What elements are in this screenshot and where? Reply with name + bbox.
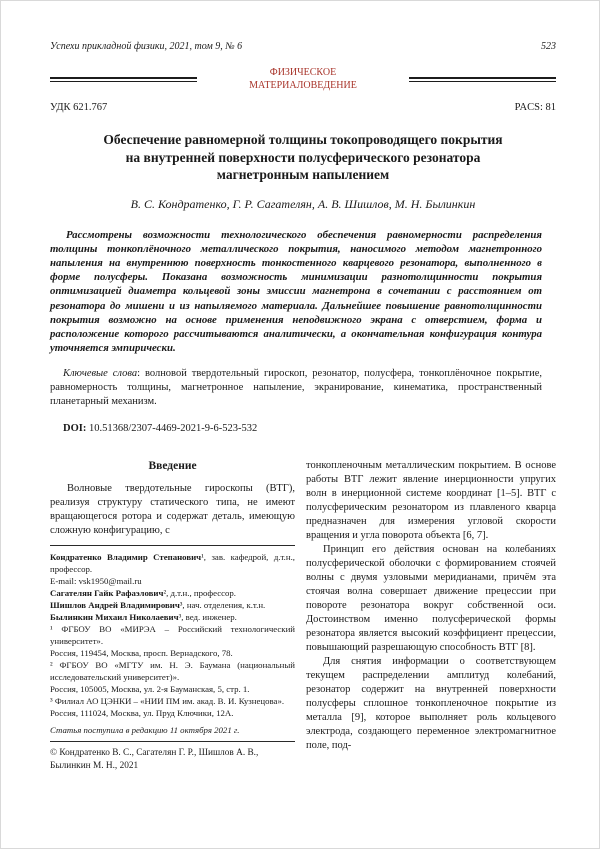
keywords-text: Ключевые слова: волновой твердотельный гироскоп, резонатор, полусфера, тонкоплёночное покрытие, равномерность толщины, магнетронное напыление, экранирование, кинематика, пространственный планетарный механизм. [50,368,543,408]
classification-codes [50,101,556,114]
abstract-text: Рассмотрены возможности технологического обеспечения равномерности распределения толщины тонкоплёночного металлического покрытия, наносимого методом магнетронного напыления на внутреннюю поверхность тонкостенного кварцевого резонатора, выполненного в форме полусферы. Показана возможность минимизации разнотолщинности покрытия оптимизацией диаметра кольцевой зоны эмиссии магнетрона в сочетании с расстоянием от резонатора до мишени и из напыляемого материала. Дальнейшее повышение равнотолщинности покрытия возможно на основе применения неподвижного экрана с отверстием, форма и расположение которого рассчитываются аналитически, а окончательная конфигурация контура уточняется эмпирически. [50,228,542,355]
introduction-heading: Введение [148,460,197,473]
double-rule-right [409,77,556,82]
two-column-body [50,459,556,772]
journal-title: Успехи прикладной физики, 2021, том 9, № 6 [50,41,243,52]
page-number: 523 [541,41,556,52]
authors-line: В. С. Кондратенко, Г. Р. Сагателян, А. В. Шишлов, М. Н. Былинкин [130,196,476,211]
section-label: ФИЗИЧЕСКОЕ МАТЕРИАЛОВЕДЕНИЕ [249,67,357,91]
left-column [50,459,295,772]
udk-code: УДК 621.767 [50,102,108,113]
pacs-code: PACS: 81 [514,102,556,113]
article-title: Обеспечение равномерной толщины токопроводящего покрытия на внутренней поверхности полусферического резонатора магнетронным напылением [103,132,503,182]
body-paragraphs: тонкопленочным металлическим покрытием. В основе работы ВТГ лежит явление инерционности упругих волн в инерционной системе координат [1–5]. ВТГ с полусферическим резонатором из плавленого кварца предназначен для измерения угловой скорости вращения и угла поворота объекта [6, 7]. Принцип его действия основан на колебаниях полусферической оболочки с формированием стоячей волны с двумя узловыми меридианами, причём эта стоячая волна совершает движение прецессии при повороте резонатора вокруг собственной оси. Достоинством именно полусферической формы резонатора является высокий коэффициент прецессии, повышающий разрешающую способность ВТГ [8]. Для снятия информации о соответствующем текущем распределении амплитуд колебаний, резонатор содержит на внутренней поверхности полусферы сплошное тонкопленочное покрытие из металла [9], которое выполняет роль кольцевого электрода, создающего переменное электромагнитное поле, под- [306,460,556,752]
running-header [50,40,556,53]
introduction-paragraph: Волновые твердотельные гироскопы (ВТГ), реализуя структуру статического типа, не имеют вращающегося ротора и содержат деталь, имеющую сложную конфигурацию, с [50,483,295,537]
copyright-note: © Кондратенко В. С., Сагателян Г. Р., Шишлов А. В., Былинкин М. Н., 2021 [50,741,295,772]
section-banner [50,66,556,92]
author-footnotes: Кондратенко Владимир Степанович¹, зав. кафедрой, д.т.н., профессор. E-mail: vsk1950@mail.ru Сагателян Гайк Рафаэлович², д.т.н., профессор. Шишлов Андрей Владимирович³, нач. отделения, к.т.н. Былинкин Михаил Николаевич³, вед. инженер. ¹ ФГБОУ ВО «МИРЭА – Российский технологический университет». Россия, 119454, Москва, просп. Вернадского, 78. ² ФГБОУ ВО «МГТУ им. Н. Э. Баумана (национальный исследовательский университет)». Россия, 105005, Москва, ул. 2-я Бауманская, 5, стр. 1. ³ Филиал АО ЦЭНКИ – «НИИ ПМ им. акад. В. И. Кузнецова». Россия, 111024, Москва, ул. Пруд Ключики, 12А. [50,545,295,719]
received-note: Статья поступила в редакцию 11 октября 2021 г. [50,725,240,736]
double-rule-left [50,77,197,82]
right-column [306,459,556,772]
doi-line: DOI: 10.51368/2307-4469-2021-9-6-523-532 [63,423,258,435]
